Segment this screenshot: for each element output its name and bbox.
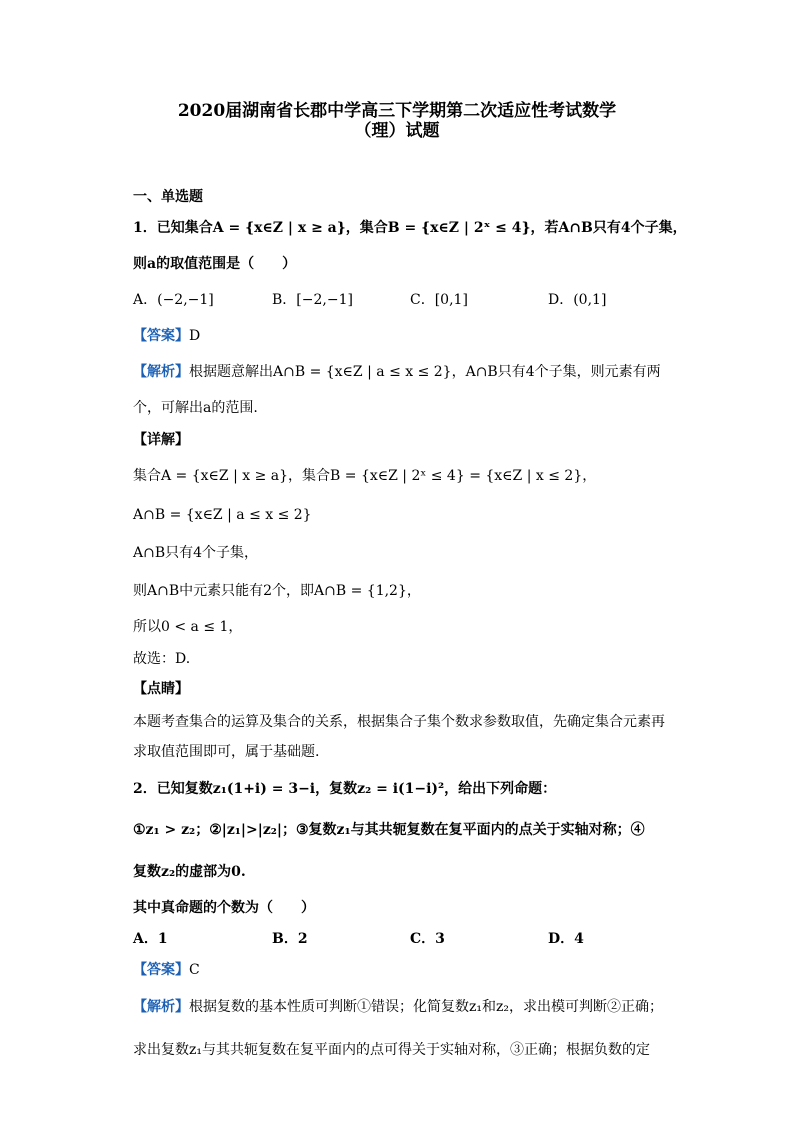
q2-analysis-line-2: 求出复数z₁与其共轭复数在复平面内的点可得关于实轴对称，③正确；根据负数的定 (133, 1042, 650, 1058)
q1-stem-line-1: 1．已知集合A = {x∈Z | x ≥ a}，集合B = {x∈Z | 2ˣ ≤ 4}，若A∩B只有4个子集， (133, 220, 687, 236)
q2-stem-line-2: ①z₁ > z₂；②|z₁|>|z₂|；③复数z₁与其共轭复数在复平面内的点关于实轴对称；④ (133, 822, 645, 838)
q1-detail-tag: 【详解】 (133, 432, 189, 448)
q2-stem-line-4: 其中真命题的个数为（ ） (133, 900, 315, 916)
q1-option-b: B．[−2,−1] (272, 292, 353, 308)
analysis-tag: 【解析】 (133, 364, 189, 380)
q1-detail-line-5: 所以0 < a ≤ 1， (133, 619, 243, 635)
analysis-tag: 【解析】 (133, 999, 189, 1015)
q2-option-a: A．1 (133, 931, 168, 947)
q1-detail-line-6: 故选：D. (133, 651, 191, 667)
q1-detail-line-3: A∩B只有4个子集， (133, 545, 259, 561)
q1-option-a: A．(−2,−1] (133, 292, 214, 308)
q1-analysis-line-2: 个，可解出a的范围. (133, 400, 258, 416)
q2-option-b: B．2 (272, 931, 308, 947)
q2-analysis-text-1: 根据复数的基本性质可判断①错误；化简复数z₁和z₂，求出模可判断②正确； (189, 999, 663, 1015)
q1-detail-line-4: 则A∩B中元素只能有2个，即A∩B = {1,2}， (133, 583, 421, 599)
q1-answer (133, 326, 200, 346)
answer-tag: 【答案】 (133, 962, 189, 978)
q1-stem-line-2: 则a的取值范围是（ ） (133, 256, 297, 272)
q2-answer (133, 960, 200, 980)
q1-answer-value: D (189, 328, 201, 344)
section-heading: 一、单选题 (133, 189, 203, 205)
q2-stem-line-3: 复数z₂的虚部为0. (133, 864, 246, 880)
q2-answer-value: C (189, 962, 200, 978)
q2-option-c: C．3 (410, 931, 445, 947)
q1-analysis-text-1: 根据题意解出A∩B = {x∈Z | a ≤ x ≤ 2}，A∩B只有4个子集，则元素有两 (189, 364, 661, 380)
q2-analysis-line-1 (133, 997, 663, 1017)
q1-analysis-line-1 (133, 362, 661, 382)
q1-comment-tag: 【点睛】 (133, 681, 189, 697)
answer-tag: 【答案】 (133, 328, 189, 344)
q2-option-d: D．4 (548, 931, 584, 947)
q1-option-c: C．[0,1] (410, 292, 468, 308)
q2-stem-line-1: 2．已知复数z₁(1+i) = 3−i，复数z₂ = i(1−i)²，给出下列命题： (133, 781, 557, 797)
q1-detail-line-2: A∩B = {x∈Z | a ≤ x ≤ 2} (133, 507, 312, 523)
document-title-line-1: 2020届湖南省长郡中学高三下学期第二次适应性考试数学 (177, 101, 617, 121)
q1-option-d: D．(0,1] (548, 292, 607, 308)
document-title-line-2: （理）试题 (354, 121, 440, 141)
q1-comment-line-1: 本题考查集合的运算及集合的关系，根据集合子集个数求参数取值，先确定集合元素再 (133, 714, 665, 730)
q1-comment-line-2: 求取值范围即可，属于基础题. (133, 744, 320, 760)
q1-detail-line-1: 集合A = {x∈Z | x ≥ a}，集合B = {x∈Z | 2ˣ ≤ 4} = {x∈Z | x ≤ 2}， (133, 468, 597, 484)
